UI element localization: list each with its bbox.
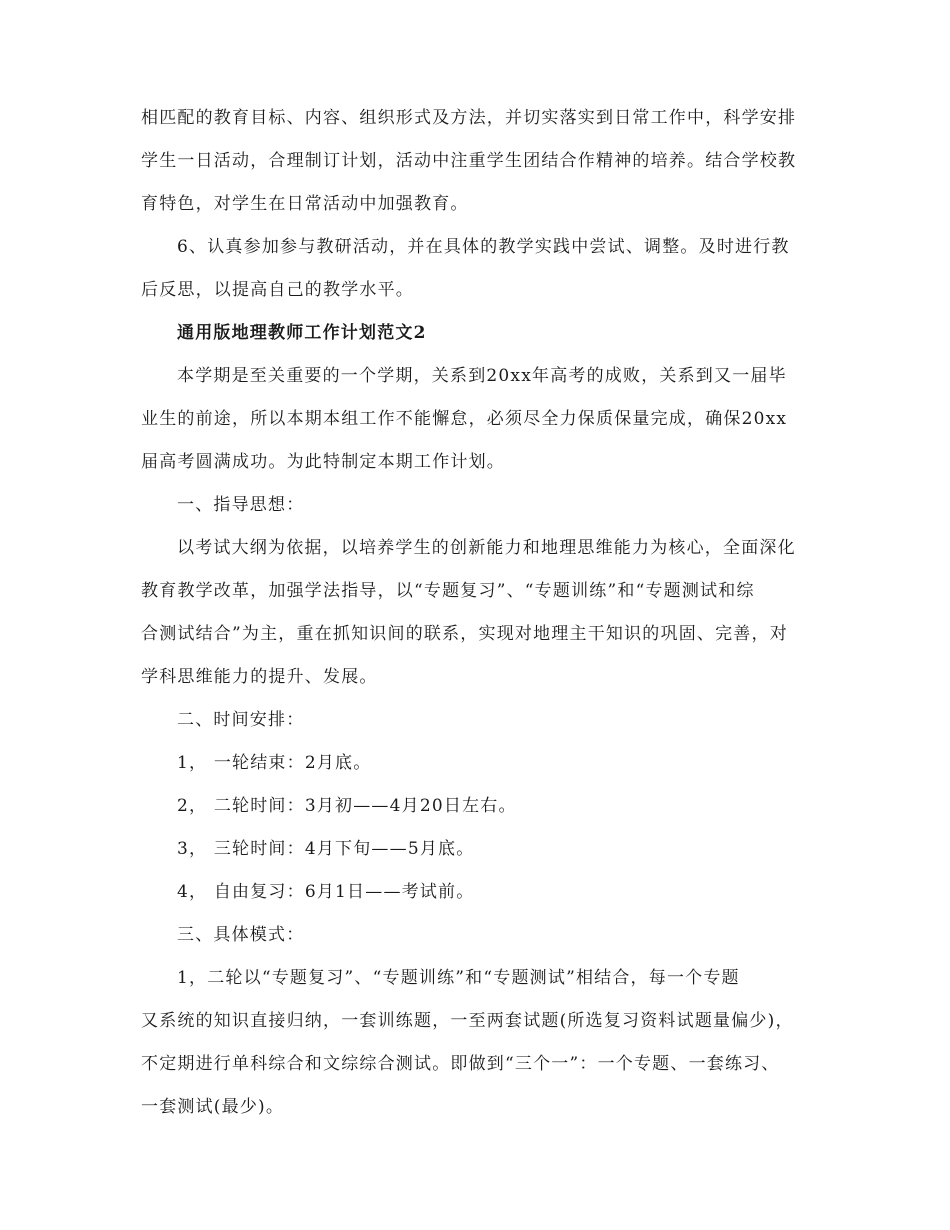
- text-line: 6、认真参加参与教研活动，并在具体的教学实践中尝试、调整。及时进行教: [177, 237, 790, 257]
- text-line: 3， 三轮时间：4月下旬——5月底。: [177, 839, 475, 859]
- text-line: 一套测试(最少)。: [141, 1097, 285, 1117]
- text-line: 相匹配的教育目标、内容、组织形式及方法，并切实落实到日常工作中，科学安排: [141, 108, 797, 128]
- section-heading: 通用版地理教师工作计划范文2: [177, 323, 427, 343]
- text-line: 1， 一轮结束：2月底。: [177, 753, 372, 773]
- text-line: 业生的前途，所以本期本组工作不能懈怠，必须尽全力保质保量完成，确保20xx: [141, 409, 788, 429]
- text-line: 4， 自由复习：6月1日——考试前。: [177, 882, 475, 902]
- text-line: 届高考圆满成功。为此特制定本期工作计划。: [141, 452, 505, 472]
- text-line: 一、指导思想：: [177, 495, 305, 515]
- document-page: [141, 97, 813, 1129]
- text-line: 二、时间安排：: [177, 710, 305, 730]
- text-line: 三、具体模式：: [177, 925, 305, 945]
- text-line: 育特色，对学生在日常活动中加强教育。: [141, 194, 469, 214]
- text-line: 不定期进行单科综合和文综综合测试。即做到“三个一”：一个专题、一套练习、: [141, 1054, 780, 1074]
- text-line: 又系统的知识直接归纳，一套训练题，一至两套试题(所选复习资料试题量偏少)，: [141, 1011, 794, 1031]
- text-line: 后反思，以提高自己的教学水平。: [141, 280, 414, 300]
- text-line: 教育教学改革，加强学法指导，以“专题复习”、“专题训练”和“专题测试和综: [141, 581, 755, 601]
- text-line: 本学期是至关重要的一个学期，关系到20xx年高考的成败，关系到又一届毕: [177, 366, 787, 386]
- text-line: 学生一日活动，合理制订计划，活动中注重学生团结合作精神的培养。结合学校教: [141, 151, 797, 171]
- text-line: 学科思维能力的提升、发展。: [141, 667, 378, 687]
- text-line: 以考试大纲为依据，以培养学生的创新能力和地理思维能力为核心，全面深化: [177, 538, 796, 558]
- text-line: 1，二轮以“专题复习”、“专题训练”和“专题测试”相结合，每一个专题: [177, 968, 740, 988]
- text-line: 2， 二轮时间：3月初——4月20日左右。: [177, 796, 517, 816]
- text-line: 合测试结合”为主，重在抓知识间的联系，实现对地理主干知识的巩固、完善，对: [141, 624, 788, 644]
